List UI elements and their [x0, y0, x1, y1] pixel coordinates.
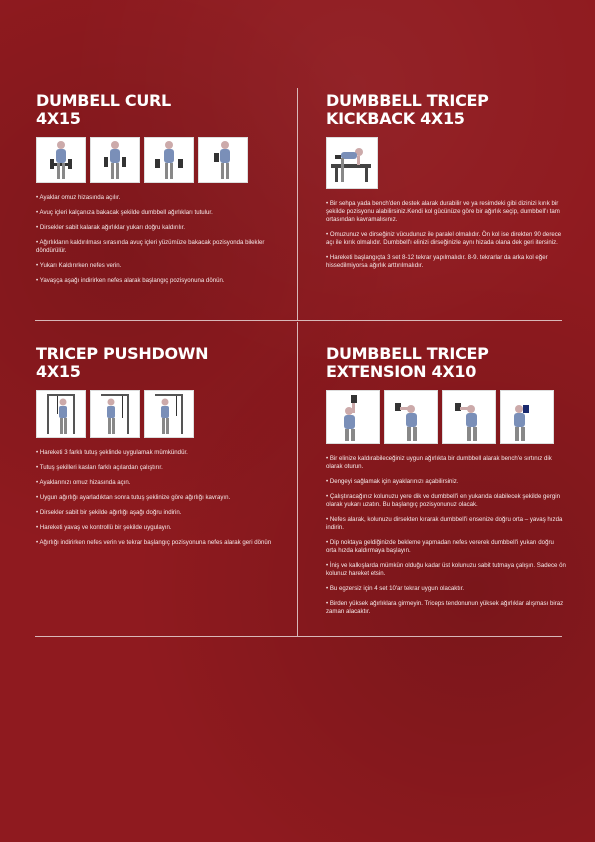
- instruction-item: • Hareketi yavaş ve kontrollü bir şekilde uygulayın.: [36, 524, 172, 531]
- cable-pushdown-figure-icon: [90, 390, 140, 438]
- instruction-item: • Yukarı Kaldırırken nefes verin.: [36, 262, 122, 269]
- cable-pushdown-figure-icon: [36, 390, 86, 438]
- instruction-item: • Dip noktaya geldiğinizde bekleme yapmadan nefes vererek dumbbell'i yukarı doğru orta hızda kaldırmaya başlayın.: [326, 539, 554, 554]
- instruction-list: [326, 455, 566, 616]
- instruction-item: • Hareketi başlangıçta 3 set 8-12 tekrar yapılmalıdır. 8-9. tekrarlar da arka kol eğer hissedilmiyorsa ağırlık arttırılmalıdır.: [326, 254, 548, 269]
- instruction-item: • Tutuş şekilleri kasları farklı açılardan çalıştırır.: [36, 464, 163, 471]
- overhead-extension-figure-icon: [384, 390, 438, 444]
- instruction-list: [36, 194, 286, 285]
- overhead-extension-figure-icon: [326, 390, 380, 444]
- tricep-extension-section: [326, 345, 566, 623]
- dumbbell-curl-figure-icon: [198, 137, 248, 183]
- section-title: DUMBBELL TRICEP EXTENSION 4X10: [326, 344, 489, 381]
- horizontal-divider-middle: [35, 320, 562, 321]
- overhead-extension-figure-icon: [442, 390, 496, 444]
- instruction-item: • Bir elinize kaldırabileceğiniz uygun ağırlıkta bir dumbbell alarak bench'e sırtınız dik olarak oturun.: [326, 455, 552, 470]
- dumbbell-curl-figure-icon: [36, 137, 86, 183]
- tricep-kickback-section: [326, 92, 562, 277]
- vertical-divider-bottom: [297, 322, 298, 636]
- instruction-item: • Yavaşça aşağı indirirken nefes alarak başlangıç pozisyonuna dönün.: [36, 277, 225, 284]
- instruction-item: • Birden yüksek ağırlıklara girmeyin. Triceps tendonunun yüksek ağırlıklar alışması biraz zaman alacaktır.: [326, 600, 564, 615]
- dumbbell-curl-section: [36, 92, 286, 292]
- section-title: DUMBBELL TRICEP KICKBACK 4X15: [326, 91, 489, 128]
- instruction-item: • Bir sehpa yada bench'den destek alarak durabilir ve ya resimdeki gibi dizinizi kırık bir şekilde pozisyonu alabilirsiniz.Kendi kol gücünüze göre bir ağırlık seçip, dumbbell'ı tam ortasından kavramalısınız.: [326, 200, 560, 223]
- dumbbell-curl-figure-icon: [144, 137, 194, 183]
- exercise-images: [326, 390, 566, 444]
- instruction-item: • Ayaklarınızı omuz hizasında açın.: [36, 479, 131, 486]
- instruction-item: • Dirsekler sabit kalarak ağırlıklar yukarı doğru kaldırılır.: [36, 224, 186, 231]
- instruction-item: • Avuç içleri kalçanıza bakacak şekilde dumbbell ağırlıkları tutulur.: [36, 209, 213, 216]
- section-title: TRICEP PUSHDOWN 4X15: [36, 344, 209, 381]
- instruction-item: • İniş ve kalkışlarda mümkün olduğu kadar üst kolunuzu sabit tutmaya çalışın. Sadece ön kolunuz hareket etsin.: [326, 562, 566, 577]
- exercise-images: [36, 390, 291, 438]
- instruction-list: [326, 200, 562, 270]
- exercise-images: [326, 137, 562, 189]
- section-title: DUMBELL CURL 4X15: [36, 91, 171, 128]
- cable-pushdown-figure-icon: [144, 390, 194, 438]
- exercise-images: [36, 137, 286, 183]
- instruction-item: • Dengeyi sağlamak için ayaklarınızı açabilirsiniz.: [326, 478, 459, 485]
- instruction-item: • Nefes alarak, kolunuzu dirsekten kırarak dumbbell'i ensenize doğru orta – yavaş hızda indirin.: [326, 516, 563, 531]
- instruction-item: • Ayaklar omuz hizasında açılır.: [36, 194, 121, 201]
- instruction-item: • Omuzunuz ve dirseğiniz vücudunuz ile paralel olmalıdır. Ön kol ise direkten 90 derece açı ile kırık olmalıdır. Dumbbell'ı elinizi dirseğinizle aynı hizada olana dek geri itersiniz.: [326, 231, 562, 246]
- vertical-divider-top: [297, 88, 298, 320]
- instruction-item: • Ağırlıkların kaldırılması sırasında avuç içleri yüzümüze bakacak pozisyonda bilekler döndürülür.: [36, 239, 265, 254]
- instruction-item: • Ağırlığı indirirken nefes verin ve tekrar başlangıç pozisyonuna nefes alarak geri dönün: [36, 539, 272, 546]
- instruction-item: • Çalıştıracağınız kolunuzu yere dik ve dumbbell'i en yukarıda olabilecek şekilde gergin olarak yukarı uzatın. Bu başlangıç pozisyonunuz olacak.: [326, 493, 560, 508]
- horizontal-divider-bottom: [35, 636, 562, 637]
- bench-kickback-figure-icon: [326, 137, 378, 189]
- instruction-item: • Hareketi 3 farklı tutuş şeklinde uygulamak mümkündür.: [36, 449, 188, 456]
- overhead-extension-figure-icon: [500, 390, 554, 444]
- tricep-pushdown-section: [36, 345, 291, 554]
- dumbbell-curl-figure-icon: [90, 137, 140, 183]
- instruction-item: • Bu egzersiz için 4 set 10'ar tekrar uygun olacaktır.: [326, 585, 465, 592]
- instruction-item: • Uygun ağırlığı ayarladıktan sonra tutuş şeklinize göre ağırlığı kavrayın.: [36, 494, 231, 501]
- instruction-list: [36, 449, 291, 547]
- instruction-item: • Dirsekler sabit bir şekilde ağırlığı aşağı doğru indirin.: [36, 509, 182, 516]
